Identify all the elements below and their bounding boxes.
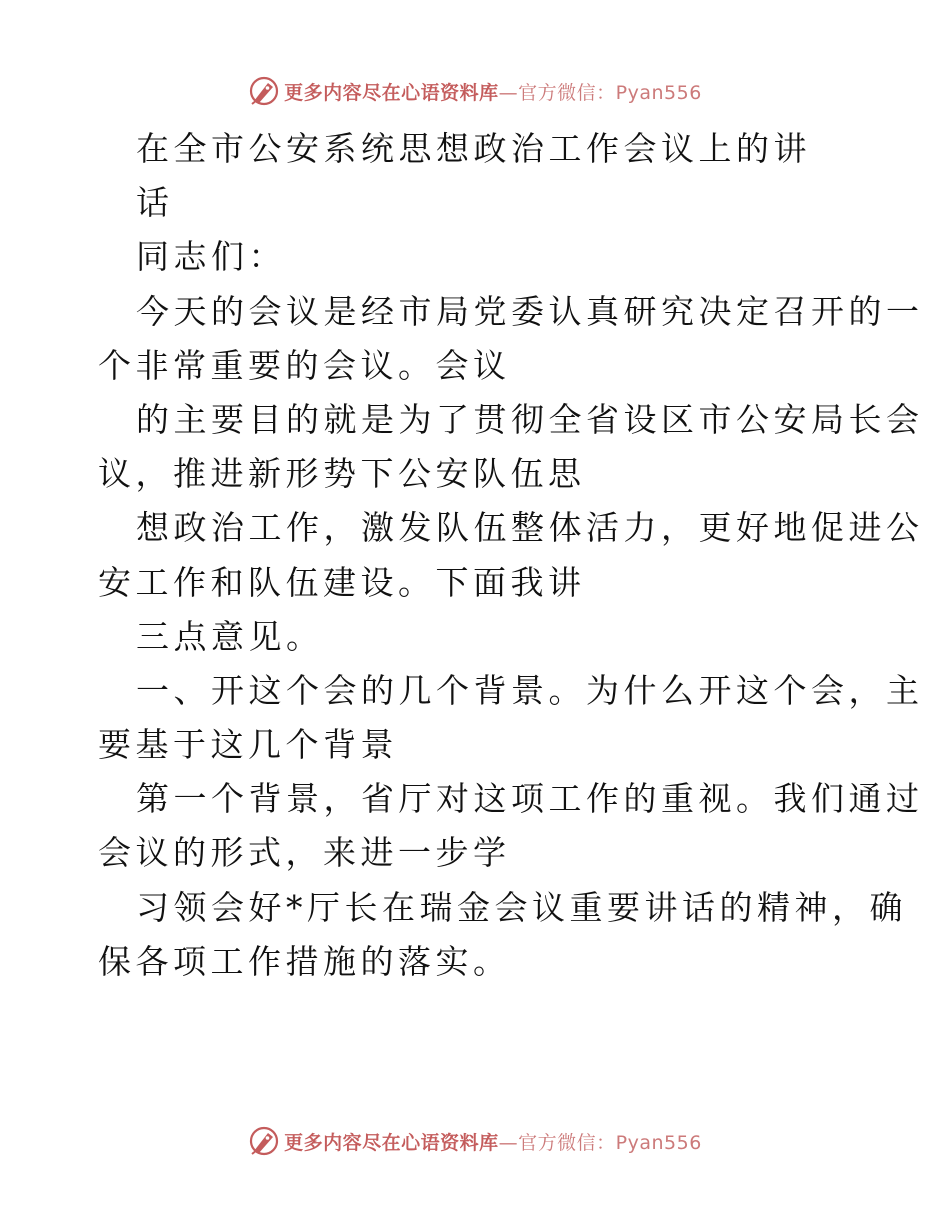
document-title-line-2: 话 <box>136 183 174 223</box>
paragraph-line: 会议的形式，来进一步学 <box>98 833 511 873</box>
paragraph-line: 保各项工作措施的落实。 <box>98 941 511 981</box>
watermark-text: 更多内容尽在心语资料库—官方微信：Pyan556 <box>284 1131 702 1154</box>
pen-nib-circle-icon <box>248 75 280 107</box>
watermark-group <box>248 75 702 107</box>
paragraph-line: 安工作和队伍建设。下面我讲 <box>98 562 586 602</box>
paragraph-line: 第一个背景，省厅对这项工作的重视。我们通过 <box>136 779 924 819</box>
paragraph-line: 个非常重要的会议。会议 <box>98 345 511 385</box>
watermark-group <box>248 1125 702 1157</box>
document-title-line-1: 在全市公安系统思想政治工作会议上的讲 <box>136 129 811 168</box>
paragraph-line: 一、开这个会的几个背景。为什么开这个会，主 <box>136 670 924 710</box>
footer-watermark <box>0 1124 950 1158</box>
header-watermark <box>0 74 950 108</box>
paragraph-line: 的主要目的就是为了贯彻全省设区市公安局长会 <box>136 399 924 439</box>
watermark-text: 更多内容尽在心语资料库—官方微信：Pyan556 <box>284 81 702 104</box>
paragraph-line: 今天的会议是经市局党委认真研究决定召开的一 <box>136 291 924 331</box>
paragraph-line: 想政治工作，激发队伍整体活力，更好地促进公 <box>136 508 924 548</box>
document-body <box>98 122 924 989</box>
paragraph-line: 要基于这几个背景 <box>98 725 398 765</box>
paragraph-line: 习领会好*厅长在瑞金会议重要讲话的精神，确 <box>136 887 907 927</box>
paragraph-line: 三点意见。 <box>136 616 324 656</box>
paragraph-line: 议，推进新形势下公安队伍思 <box>98 454 586 494</box>
salutation: 同志们： <box>136 237 286 277</box>
pen-nib-circle-icon <box>248 1125 280 1157</box>
